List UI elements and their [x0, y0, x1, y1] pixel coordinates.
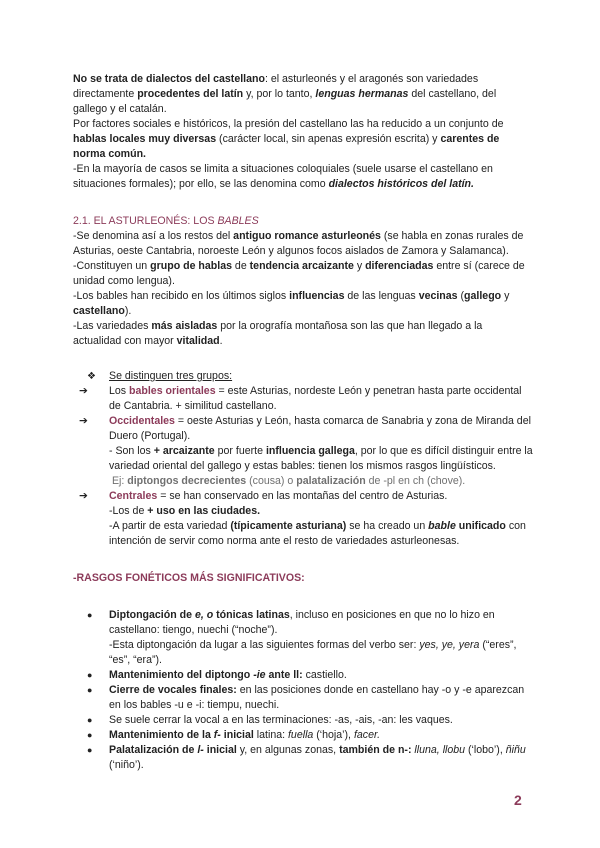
feature-palatalizacion-l: ● Palatalización de l- inicial y, en algunas zonas, también de n-: lluna, llobu (‘lobo’), ñiñu (‘niño’). — [73, 743, 533, 773]
example-line: Ej: diptongos decrecientes (cousa) o palatalización de -pl en ch (chove). — [111, 475, 466, 487]
intro-paragraph-2: Por factores sociales e históricos, la presión del castellano las ha reducido a un conjunto de hablas locales muy diversas (carácter local, sin apenas expresión escrita) y carentes de norma común. — [73, 118, 504, 160]
bullet-icon: ● — [87, 670, 93, 680]
arrow-bullet-icon: ➔ — [79, 385, 88, 397]
section-title-rasgos: -RASGOS FONÉTICOS MÁS SIGNIFICATIVOS: — [73, 572, 305, 584]
section1-line-2: -Constituyen un grupo de hablas de tendencia arcaizante y diferenciadas entre sí (carece de unidad como lengua). — [73, 260, 525, 287]
bullet-icon: ● — [87, 685, 93, 695]
bullet-icon: ● — [87, 730, 93, 740]
section1-line-4: -Las variedades más aisladas por la orografía montañosa son las que han llegado a la actualidad con mayor vitalidad. — [73, 320, 483, 347]
document-page — [73, 72, 533, 773]
bullet-icon: ● — [87, 745, 93, 755]
bullet-icon: ● — [87, 610, 93, 620]
arrow-bullet-icon: ➔ — [79, 490, 88, 502]
groups-heading: ❖ Se distinguen tres grupos: — [73, 369, 533, 384]
feature-cerrar-vocal-a: ● Se suele cerrar la vocal a en las terminaciones: -as, -ais, -an: les vaques. — [73, 713, 533, 728]
feature-diptongacion: ● Diptongación de e, o tónicas latinas, incluso en posiciones en que no lo hizo en castellano: tiengo, nuechi (“noche”). -Esta diptongación da lugar a las siguientes formas del verbo ser: yes, ye, yera (“eres”, “es”, “era”). — [73, 608, 533, 668]
phonetic-features-list — [73, 608, 533, 773]
diamond-bullet-icon: ❖ — [87, 371, 96, 382]
feature-cierre-vocales: ● Cierre de vocales finales: en las posiciones donde en castellano hay -o y -e aparezcan en los bables -u e -i: tiempu, nuechi. — [73, 683, 533, 713]
page-number: 2 — [514, 792, 522, 808]
group-centrales: ➔ Centrales = se han conservado en las montañas del centro de Asturias. -Los de + uso en las ciudades. -A partir de esta variedad (típicamente asturiana) se ha creado un bable unificado con intención de servir como norma ante el resto de variedades asturleonesas. — [73, 489, 533, 549]
group-orientales: ➔ Los bables orientales = este Asturias, nordeste León y penetran hasta parte occidental de Cantabria. + similitud castellano. — [73, 384, 533, 414]
section1-line-3: -Los bables han recibido en los últimos siglos influencias de las lenguas vecinas (gallego y castellano). — [73, 290, 510, 317]
section-title-asturleones: 2.1. EL ASTURLEONÉS: LOS BABLES — [73, 215, 259, 227]
section1-line-1: -Se denomina así a los restos del antiguo romance asturleonés (se habla en zonas rurales de Asturias, oeste Cantabria, noroeste León y algunos focos aislados de Zamora y Salamanca). — [73, 230, 524, 257]
feature-mantenimiento-ie: ● Mantenimiento del diptongo -ie ante ll: castiello. — [73, 668, 533, 683]
intro-paragraph-1: No se trata de dialectos del castellano: el asturleonés y el aragonés son variedades directamente procedentes del latín y, por lo tanto, lenguas hermanas del castellano, del gallego y el catalán. — [73, 73, 497, 115]
group-occidentales: ➔ Occidentales = oeste Asturias y León, hasta comarca de Sanabria y zona de Miranda del Duero (Portugal). - Son los + arcaizante por fuerte influencia gallega, por lo que es difícil distinguir entre la variedad oriental del gallego y estas bables: tienen los mismos rasgos lingüísticos. Ej: diptongos decrecientes (cousa) o palatalización de -pl en ch (chove). — [73, 414, 533, 489]
arrow-bullet-icon: ➔ — [79, 415, 88, 427]
groups-list — [73, 369, 533, 549]
feature-mantenimiento-f: ● Mantenimiento de la f- inicial latina: fuella (‘hoja’), facer. — [73, 728, 533, 743]
bullet-icon: ● — [87, 715, 93, 725]
intro-paragraph-3: -En la mayoría de casos se limita a situaciones coloquiales (suele usarse el castellano en situaciones formales); por ello, se las denomina como dialectos históricos del latín. — [73, 163, 493, 190]
